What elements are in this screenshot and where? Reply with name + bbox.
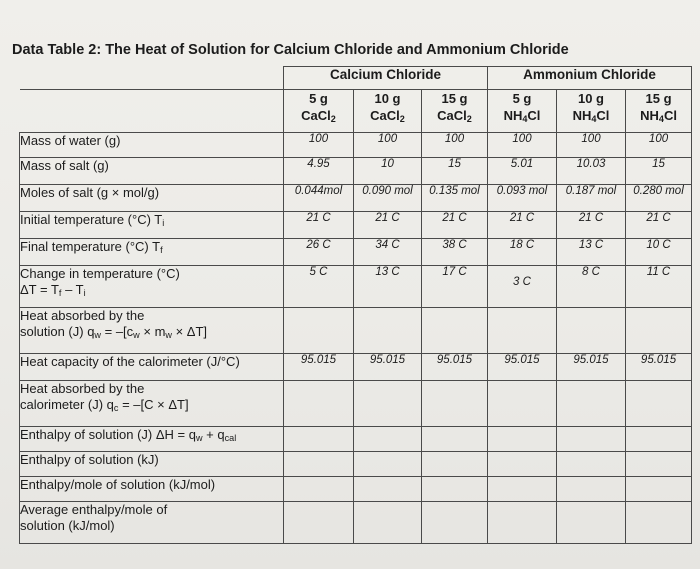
table-row	[20, 308, 692, 354]
group-header-row	[20, 67, 692, 90]
col-header-cacl2-15g: 15 g CaCl2	[422, 90, 488, 133]
table-row	[20, 266, 692, 308]
row-label-change-temp: Change in temperature (°C) ΔT = Tf – Ti	[20, 266, 284, 308]
cell	[284, 308, 354, 354]
cell	[557, 452, 626, 477]
cell: 34 C	[354, 239, 422, 266]
table-row	[20, 381, 692, 427]
table-row	[20, 133, 692, 158]
cell: 0.044mol	[284, 185, 354, 212]
cell: 95.015	[488, 354, 557, 381]
cell	[557, 477, 626, 502]
col-header-formula: NH	[640, 108, 659, 123]
col-header-mass: 5 g	[512, 91, 532, 106]
cell: 95.015	[422, 354, 488, 381]
cell	[422, 308, 488, 354]
cell	[354, 427, 422, 452]
cell	[422, 427, 488, 452]
table-row	[20, 502, 692, 544]
cell: 100	[626, 133, 692, 158]
cell: 0.093 mol	[488, 185, 557, 212]
row-label-enthalpy-j: Enthalpy of solution (J) ΔH = qw + qcal	[20, 427, 284, 452]
cell	[284, 427, 354, 452]
cell: 11 C	[626, 266, 692, 308]
cell: 0.135 mol	[422, 185, 488, 212]
row-label-enthalpy-mole: Enthalpy/mole of solution (kJ/mol)	[20, 477, 284, 502]
row-label-final-temp: Final temperature (°C) Tf	[20, 239, 284, 266]
cell	[422, 502, 488, 544]
cell: 21 C	[488, 212, 557, 239]
cell	[354, 452, 422, 477]
cell	[557, 427, 626, 452]
cell: 10.03	[557, 158, 626, 185]
cell: 21 C	[557, 212, 626, 239]
row-label-mass-salt: Mass of salt (g)	[20, 158, 284, 185]
cell: 5.01	[488, 158, 557, 185]
col-header-mass: 5 g	[309, 91, 328, 106]
table-row	[20, 452, 692, 477]
col-header-nh4cl-10g: 10 g NH4Cl	[557, 90, 626, 133]
cell: 10	[354, 158, 422, 185]
cell	[488, 427, 557, 452]
column-header-row	[20, 90, 692, 133]
col-header-mass: 10 g	[577, 91, 604, 106]
col-header-mass: 10 g	[374, 91, 401, 106]
cell: 15	[422, 158, 488, 185]
cell: 95.015	[626, 354, 692, 381]
col-header-formula: NH	[572, 108, 592, 123]
cell	[284, 381, 354, 427]
cell	[284, 477, 354, 502]
col-header-formula: NH	[503, 108, 523, 123]
cell: 21 C	[422, 212, 488, 239]
row-label-moles-salt: Moles of salt (g × mol/g)	[20, 185, 284, 212]
row-label-heat-calorimeter: Heat absorbed by the calorimeter (J) qc = –[C × ΔT]	[20, 381, 284, 427]
cell	[284, 502, 354, 544]
cell: 0.187 mol	[557, 185, 626, 212]
cell: 95.015	[284, 354, 354, 381]
cell: 100	[557, 133, 626, 158]
cell: 95.015	[354, 354, 422, 381]
cell	[354, 502, 422, 544]
table-row	[20, 354, 692, 381]
cell: 100	[284, 133, 354, 158]
row-label-enthalpy-kj: Enthalpy of solution (kJ)	[20, 452, 284, 477]
col-header-formula: CaCl	[301, 108, 331, 123]
cell	[626, 502, 692, 544]
cell: 18 C	[488, 239, 557, 266]
cell: 26 C	[284, 239, 354, 266]
cell	[626, 477, 692, 502]
cell: 0.090 mol	[354, 185, 422, 212]
col-header-formula: CaCl	[370, 108, 400, 123]
table-row	[20, 477, 692, 502]
row-label-initial-temp: Initial temperature (°C) Ti	[20, 212, 284, 239]
cell	[422, 452, 488, 477]
cell: 17 C	[422, 266, 488, 308]
col-header-nh4cl-5g: 5 g NH4Cl	[488, 90, 557, 133]
table-row	[20, 158, 692, 185]
cell	[626, 452, 692, 477]
col-header-nh4cl-15g: 15 g NH4Cl	[626, 90, 692, 133]
cell: 13 C	[354, 266, 422, 308]
cell	[354, 477, 422, 502]
data-table	[19, 66, 692, 544]
cell	[422, 477, 488, 502]
cell: 100	[354, 133, 422, 158]
cell	[488, 381, 557, 427]
col-header-cacl2-10g: 10 g CaCl2	[354, 90, 422, 133]
col-header-cacl2-5g: 5 g CaCl2	[284, 90, 354, 133]
row-label-heat-solution: Heat absorbed by the solution (J) qw = –[cw × mw × ΔT]	[20, 308, 284, 354]
cell	[626, 427, 692, 452]
group-header-calcium-chloride: Calcium Chloride	[284, 67, 488, 90]
cell: 95.015	[557, 354, 626, 381]
cell	[488, 452, 557, 477]
cell: 21 C	[284, 212, 354, 239]
cell: 5 C	[284, 266, 354, 308]
cell: 8 C	[557, 266, 626, 308]
cell: 38 C	[422, 239, 488, 266]
row-label-heat-capacity: Heat capacity of the calorimeter (J/°C)	[20, 354, 284, 381]
row-label-average-enthalpy: Average enthalpy/mole of solution (kJ/mol)	[20, 502, 284, 544]
cell: 15	[626, 158, 692, 185]
cell: 21 C	[354, 212, 422, 239]
cell: 13 C	[557, 239, 626, 266]
cell: 100	[488, 133, 557, 158]
table-row	[20, 185, 692, 212]
cell	[488, 477, 557, 502]
cell: 4.95	[284, 158, 354, 185]
cell: 0.280 mol	[626, 185, 692, 212]
row-label-mass-water: Mass of water (g)	[20, 133, 284, 158]
cell	[626, 308, 692, 354]
cell: 10 C	[626, 239, 692, 266]
cell	[354, 308, 422, 354]
table-row	[20, 239, 692, 266]
cell	[557, 381, 626, 427]
cell: 3 C	[488, 266, 557, 308]
cell	[284, 452, 354, 477]
cell	[626, 381, 692, 427]
col-header-mass: 15 g	[441, 91, 468, 106]
cell	[422, 381, 488, 427]
cell	[354, 381, 422, 427]
col-header-mass: 15 g	[645, 91, 672, 106]
cell	[557, 308, 626, 354]
cell: 21 C	[626, 212, 692, 239]
cell	[488, 308, 557, 354]
col-header-formula: CaCl	[437, 108, 467, 123]
cell	[557, 502, 626, 544]
table-title: Data Table 2: The Heat of Solution for Calcium Chloride and Ammonium Chloride	[12, 42, 569, 58]
table-row	[20, 427, 692, 452]
table-row	[20, 212, 692, 239]
cell: 100	[422, 133, 488, 158]
group-header-ammonium-chloride: Ammonium Chloride	[488, 67, 692, 90]
cell	[488, 502, 557, 544]
